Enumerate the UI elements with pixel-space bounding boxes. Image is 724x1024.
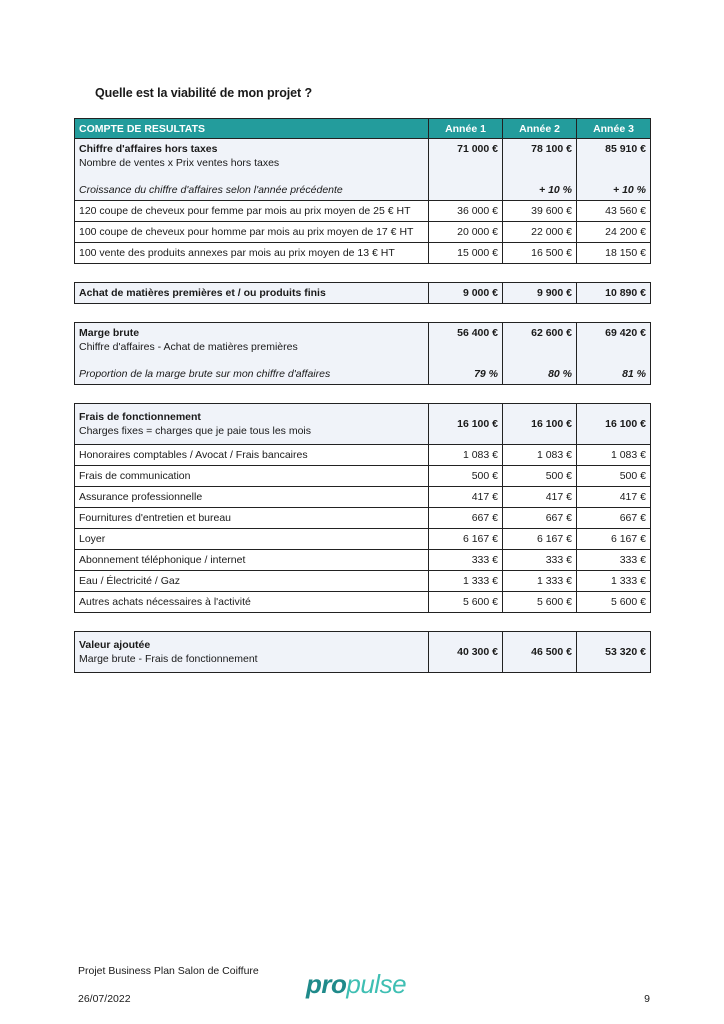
table-row: [75, 571, 651, 592]
value-added-label-cell: [75, 632, 429, 673]
footer-project: Projet Business Plan Salon de Coiffure: [78, 965, 259, 977]
row-value: 16 500 €: [503, 243, 577, 264]
table-row: [75, 550, 651, 571]
propulse-logo: [306, 970, 406, 998]
row-value: 667 €: [429, 508, 503, 529]
row-value: 1 083 €: [429, 445, 503, 466]
row-value: 5 600 €: [429, 592, 503, 613]
revenue-value-2: 78 100 €: [531, 143, 572, 155]
row-label: Abonnement téléphonique / internet: [75, 550, 429, 571]
operating-costs-value-1: 16 100 €: [429, 404, 503, 445]
value-added-title: Valeur ajoutée: [79, 639, 151, 651]
gross-margin-value-2: 62 600 €: [531, 327, 572, 339]
operating-costs-title: Frais de fonctionnement: [79, 411, 201, 423]
table-row: [75, 222, 651, 243]
row-value: 667 €: [577, 508, 651, 529]
footer-date: 26/07/2022: [78, 993, 131, 1005]
purchases-value-3: 10 890 €: [577, 283, 651, 304]
gross-margin-prop-label: Proportion de la marge brute sur mon chiffre d'affaires: [79, 368, 331, 380]
gross-margin-row: [75, 323, 651, 385]
operating-costs-row: [75, 404, 651, 445]
revenue-value-1: 71 000 €: [457, 143, 498, 155]
purchases-label: Achat de matières premières et / ou produits finis: [75, 283, 429, 304]
row-value: 5 600 €: [577, 592, 651, 613]
page-title: Quelle est la viabilité de mon projet ?: [95, 86, 312, 100]
table-row: [75, 201, 651, 222]
row-label: Fournitures d'entretien et bureau: [75, 508, 429, 529]
gross-margin-value-1: 56 400 €: [457, 327, 498, 339]
gross-margin-title: Marge brute: [79, 327, 140, 339]
row-label: Autres achats nécessaires à l'activité: [75, 592, 429, 613]
row-value: 1 333 €: [503, 571, 577, 592]
table-row: [75, 592, 651, 613]
row-value: 500 €: [577, 466, 651, 487]
row-value: 43 560 €: [577, 201, 651, 222]
row-value: 39 600 €: [503, 201, 577, 222]
revenue-subtitle: Nombre de ventes x Prix ventes hors taxes: [79, 157, 280, 169]
gross-margin-subtitle: Chiffre d'affaires - Achat de matières premières: [79, 341, 298, 353]
purchases-row: [75, 283, 651, 304]
row-value: 333 €: [429, 550, 503, 571]
gross-margin-prop-1: 79 %: [474, 368, 498, 380]
revenue-growth-1: [433, 183, 498, 197]
revenue-growth-2: + 10 %: [539, 184, 572, 196]
row-value: 500 €: [429, 466, 503, 487]
header-label: COMPTE DE RESULTATS: [75, 119, 429, 139]
gross-margin-prop-3: 81 %: [622, 368, 646, 380]
revenue-year-1-cell: [429, 139, 503, 201]
row-value: 22 000 €: [503, 222, 577, 243]
revenue-growth-label: Croissance du chiffre d'affaires selon l'année précédente: [79, 184, 343, 196]
header-year-1: Année 1: [429, 119, 503, 139]
purchases-value-2: 9 900 €: [503, 283, 577, 304]
gross-margin-label-cell: [75, 323, 429, 385]
value-added-subtitle: Marge brute - Frais de fonctionnement: [79, 653, 258, 665]
table-row: [75, 529, 651, 550]
revenue-summary-row: [75, 139, 651, 201]
revenue-year-3-cell: [577, 139, 651, 201]
row-label: 100 vente des produits annexes par mois au prix moyen de 13 € HT: [75, 243, 429, 264]
row-value: 1 083 €: [577, 445, 651, 466]
page-number: 9: [644, 993, 650, 1005]
operating-costs-value-2: 16 100 €: [503, 404, 577, 445]
row-value: 333 €: [503, 550, 577, 571]
operating-costs-label-cell: [75, 404, 429, 445]
row-label: Loyer: [75, 529, 429, 550]
revenue-label-cell: [75, 139, 429, 201]
gross-margin-year-3-cell: [577, 323, 651, 385]
row-value: 500 €: [503, 466, 577, 487]
row-label: Assurance professionnelle: [75, 487, 429, 508]
row-value: 36 000 €: [429, 201, 503, 222]
row-value: 1 083 €: [503, 445, 577, 466]
gross-margin-year-2-cell: [503, 323, 577, 385]
revenue-growth-3: + 10 %: [613, 184, 646, 196]
row-value: 24 200 €: [577, 222, 651, 243]
revenue-year-2-cell: [503, 139, 577, 201]
purchases-value-1: 9 000 €: [429, 283, 503, 304]
value-added-value-3: 53 320 €: [577, 632, 651, 673]
row-value: 417 €: [577, 487, 651, 508]
row-value: 6 167 €: [503, 529, 577, 550]
income-statement-table: [74, 118, 651, 673]
row-value: 333 €: [577, 550, 651, 571]
operating-costs-subtitle: Charges fixes = charges que je paie tous les mois: [79, 425, 311, 437]
table-row: [75, 243, 651, 264]
row-label: 100 coupe de cheveux pour homme par mois au prix moyen de 17 € HT: [75, 222, 429, 243]
row-value: 1 333 €: [577, 571, 651, 592]
row-value: 5 600 €: [503, 592, 577, 613]
row-value: 15 000 €: [429, 243, 503, 264]
row-value: 6 167 €: [577, 529, 651, 550]
row-label: Frais de communication: [75, 466, 429, 487]
row-value: 6 167 €: [429, 529, 503, 550]
row-label: Honoraires comptables / Avocat / Frais bancaires: [75, 445, 429, 466]
row-value: 417 €: [503, 487, 577, 508]
table-header-row: [75, 119, 651, 139]
operating-costs-value-3: 16 100 €: [577, 404, 651, 445]
table-row: [75, 487, 651, 508]
table-row: [75, 508, 651, 529]
header-year-3: Année 3: [577, 119, 651, 139]
row-value: 20 000 €: [429, 222, 503, 243]
gross-margin-value-3: 69 420 €: [605, 327, 646, 339]
value-added-row: [75, 632, 651, 673]
logo-part-2: pulse: [346, 969, 407, 999]
logo-part-1: pro: [306, 969, 347, 999]
table-row: [75, 445, 651, 466]
gross-margin-year-1-cell: [429, 323, 503, 385]
gross-margin-prop-2: 80 %: [548, 368, 572, 380]
value-added-value-2: 46 500 €: [503, 632, 577, 673]
row-value: 667 €: [503, 508, 577, 529]
value-added-value-1: 40 300 €: [429, 632, 503, 673]
revenue-value-3: 85 910 €: [605, 143, 646, 155]
header-year-2: Année 2: [503, 119, 577, 139]
revenue-title: Chiffre d'affaires hors taxes: [79, 143, 218, 155]
table-row: [75, 466, 651, 487]
row-value: 18 150 €: [577, 243, 651, 264]
row-value: 1 333 €: [429, 571, 503, 592]
row-label: Eau / Électricité / Gaz: [75, 571, 429, 592]
row-value: 417 €: [429, 487, 503, 508]
row-label: 120 coupe de cheveux pour femme par mois au prix moyen de 25 € HT: [75, 201, 429, 222]
